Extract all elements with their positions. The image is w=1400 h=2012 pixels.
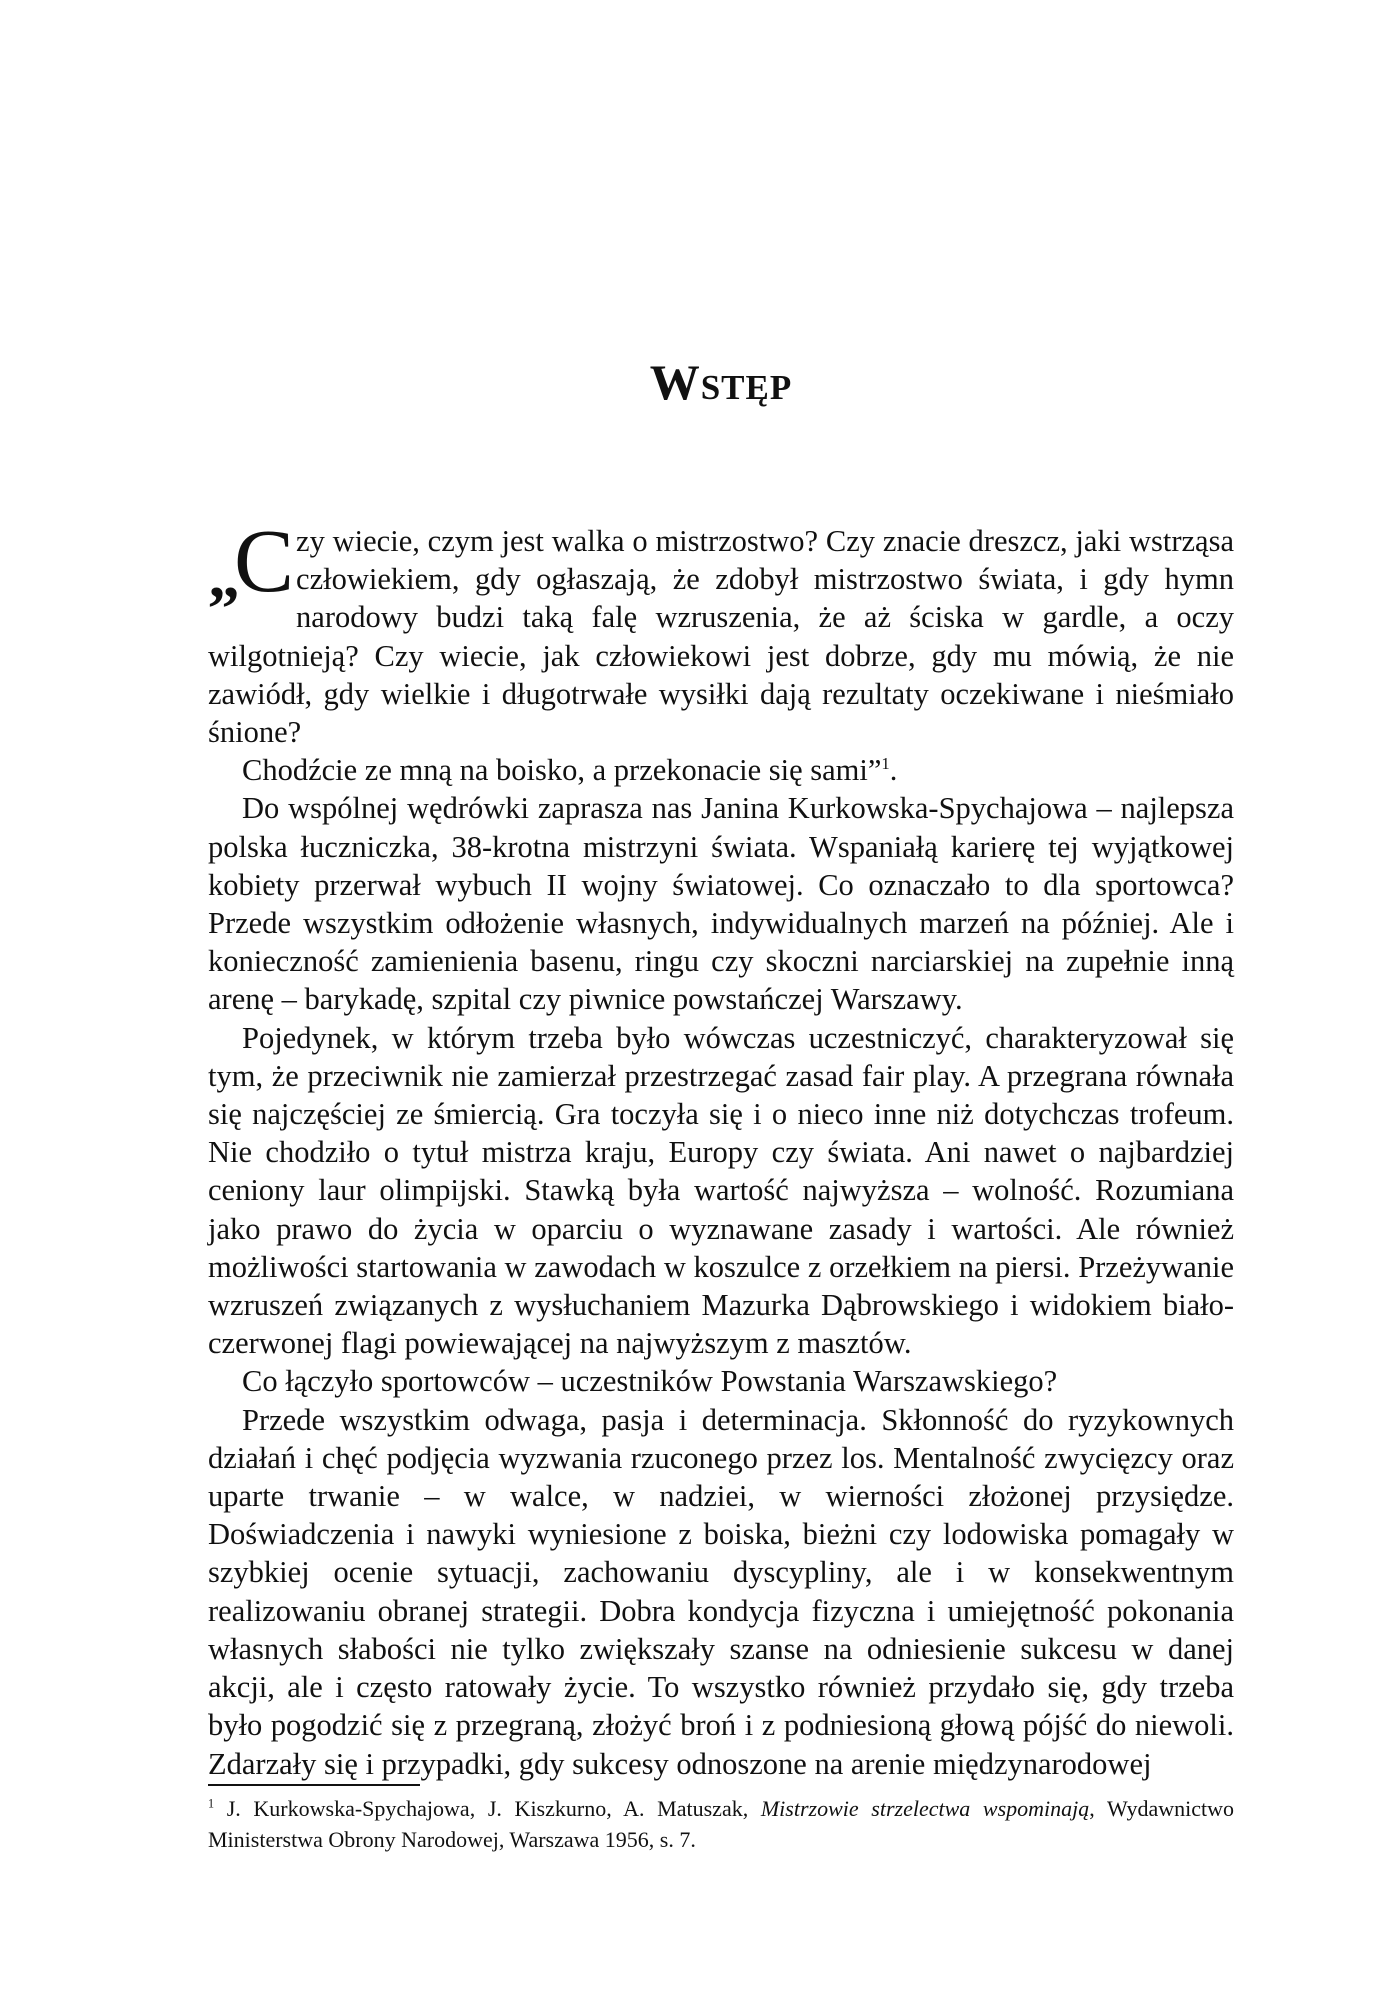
paragraph-1 (208, 512, 1234, 751)
opening-quote-mark: „ (208, 540, 234, 611)
dropcap-letter: C (234, 512, 295, 611)
paragraph-3: Do wspólnej wędrówki zaprasza nas Janina Kurkowska-Spychajowa – najlepsza polska łuczniczka, 38-krotna mistrzyni świata. Wspaniałą karierę tej wyjątkowej kobiety przerwał wybuch II wojny światowej. Co oznaczało to dla sportowca? Przede wszystkim odłożenie własnych, indywidualnych marzeń na później. Ale i konieczność zamienienia basenu, ringu czy skoczni narciarskiej na zupełnie inną arenę – barykadę, szpital czy piwnice powstańczej Warszawy. (208, 791, 1234, 1017)
main-text (208, 512, 1234, 1783)
paragraph-5: Co łączyło sportowców – uczestników Powstania Warszawskiego? (242, 1364, 1058, 1399)
chapter-title: Wstęp (649, 354, 793, 410)
paragraph-2-end: . (889, 753, 898, 788)
footnote (208, 1793, 1234, 1855)
footnote-reference: 1 (881, 754, 890, 774)
paragraph-2-text: Chodźcie ze mną na boisko, a przekonacie się sami” (242, 753, 882, 788)
paragraph-4: Pojedynek, w którym trzeba było wówczas uczestniczyć, charakteryzował się tym, że przeciwnik nie zamierzał przestrzegać zasad fair play. A przegrana równała się najczęściej ze śmiercią. Gra toczyła się i o nieco inne niż dotychczas trofeum. Nie chodziło o tytuł mistrza kraju, Europy czy świata. Ani nawet o najbardziej ceniony laur olimpijski. Stawką była wartość najwyższa – wolność. Rozumiana jako prawo do życia w oparciu o wyznawane zasady i wartości. Ale również możliwości startowania w zawodach w koszulce z orzełkiem na piersi. Przeżywanie wzruszeń związanych z wysłuchaniem Mazurka Dąbrowskiego i widokiem biało-czerwonej flagi powiewającej na najwyższym z masztów. (208, 1020, 1234, 1361)
paragraph-2 (208, 751, 1234, 789)
footnote-number: 1 (208, 1796, 215, 1811)
paragraph-1-text: zy wiecie, czym jest walka o mistrzostwo? Czy znacie dreszcz, jaki wstrząsa człowiekiem, gdy ogłaszają, że zdobył mistrzostwo świata, i gdy hymn narodowy budzi taką falę wzruszenia, że aż ściska w gardle, a oczy wilgotnieją? Czy wiecie, jak człowiekowi jest dobrze, gdy mu mówią, że nie zawiódł, gdy wielkie i długotrwałe wysiłki dają rezultaty oczekiwane i nieśmiało śnione? (208, 524, 1234, 750)
book-page (208, 0, 1234, 2012)
footnote-publication: , Wydawnictwo Ministerstwa Obrony Narodowej, Warszawa 1956, s. 7. (208, 1796, 1235, 1852)
footnote-authors: J. Kurkowska-Spychajowa, J. Kiszkurno, A. Matuszak, (226, 1796, 761, 1821)
paragraph-6: Przede wszystkim odwaga, pasja i determinacja. Skłonność do ryzykownych działań i chęć podjęcia wyzwania rzuconego przez los. Mentalność zwycięzcy oraz uparte trwanie – w walce, w nadziei, w wierności złożonej przysiędze. Doświadczenia i nawyki wyniesione z boiska, bieżni czy lodowiska pomagały w szybkiej ocenie sytuacji, zachowaniu dyscypliny, ale i w konsekwentnym realizowaniu obranej strategii. Dobra kondycja fizyczna i umiejętność pokonania własnych słabości nie tylko zwiększały szanse na odniesienie sukcesu w danej akcji, ale i często ratowały życie. To wszystko również przydało się, gdy trzeba było pogodzić się z przegraną, złożyć broń i z podniesioną głową pójść do niewoli. Zdarzały się i przypadki, gdy sukcesy odnoszone na arenie międzynarodowej (208, 1402, 1234, 1781)
footnote-divider (208, 1784, 420, 1786)
dropcap-block (208, 512, 295, 611)
footnote-book-title: Mistrzowie strzelectwa wspominają (760, 1796, 1090, 1821)
